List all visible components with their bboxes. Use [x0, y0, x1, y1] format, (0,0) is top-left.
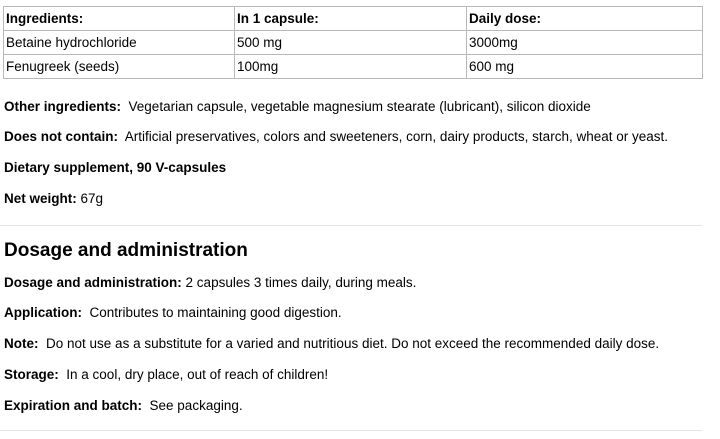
note-label: Note: — [4, 336, 39, 351]
application-label: Application: — [4, 305, 82, 320]
net-weight-value: 67g — [80, 191, 104, 206]
other-ingredients-value: Vegetarian capsule, vegetable magnesium stearate (lubricant), silicon dioxide — [128, 99, 591, 114]
ingredient-daily-dose: 600 mg — [467, 55, 703, 79]
other-ingredients-label: Other ingredients: — [4, 99, 122, 114]
ingredient-name: Betaine hydrochloride — [4, 31, 235, 55]
expiration-line — [4, 398, 243, 413]
header-per-capsule: In 1 capsule: — [235, 7, 467, 31]
table-row — [4, 31, 703, 55]
table-row — [4, 55, 703, 79]
net-weight-label: Net weight: — [4, 191, 77, 206]
does-not-contain-label: Does not contain: — [4, 129, 118, 144]
net-weight-line — [4, 191, 103, 206]
ingredient-daily-dose: 3000mg — [467, 31, 703, 55]
storage-label: Storage: — [4, 367, 59, 382]
application-value: Contributes to maintaining good digestion. — [89, 305, 342, 320]
dosage-label: Dosage and administration: — [4, 275, 182, 290]
dosage-section-title: Dosage and administration — [4, 240, 248, 261]
section-divider — [0, 225, 702, 226]
dietary-supplement-line — [4, 160, 226, 175]
ingredient-per-capsule: 100mg — [235, 55, 467, 79]
other-ingredients-line — [4, 99, 591, 114]
does-not-contain-line — [4, 129, 668, 144]
expiration-label: Expiration and batch: — [4, 398, 143, 413]
storage-value: In a cool, dry place, out of reach of children! — [66, 367, 329, 382]
ingredients-table — [3, 6, 703, 79]
does-not-contain-value: Artificial preservatives, colors and sweeteners, corn, dairy products, starch, wheat or yeast. — [124, 129, 668, 144]
dosage-value: 2 capsules 3 times daily, during meals. — [185, 275, 417, 290]
dietary-supplement-label: Dietary supplement, 90 V-capsules — [4, 160, 227, 175]
product-details — [3, 6, 705, 79]
dosage-line — [4, 275, 416, 290]
ingredient-per-capsule: 500 mg — [235, 31, 467, 55]
bottom-divider — [0, 430, 702, 431]
header-daily-dose: Daily dose: — [467, 7, 703, 31]
ingredient-name: Fenugreek (seeds) — [4, 55, 235, 79]
storage-line — [4, 367, 328, 382]
table-header-row — [4, 7, 703, 31]
note-value: Do not use as a substitute for a varied and nutritious diet. Do not exceed the recommended daily dose. — [46, 336, 660, 351]
application-line — [4, 305, 342, 320]
note-line — [4, 336, 659, 351]
header-ingredients: Ingredients: — [4, 7, 235, 31]
expiration-value: See packaging. — [149, 398, 243, 413]
